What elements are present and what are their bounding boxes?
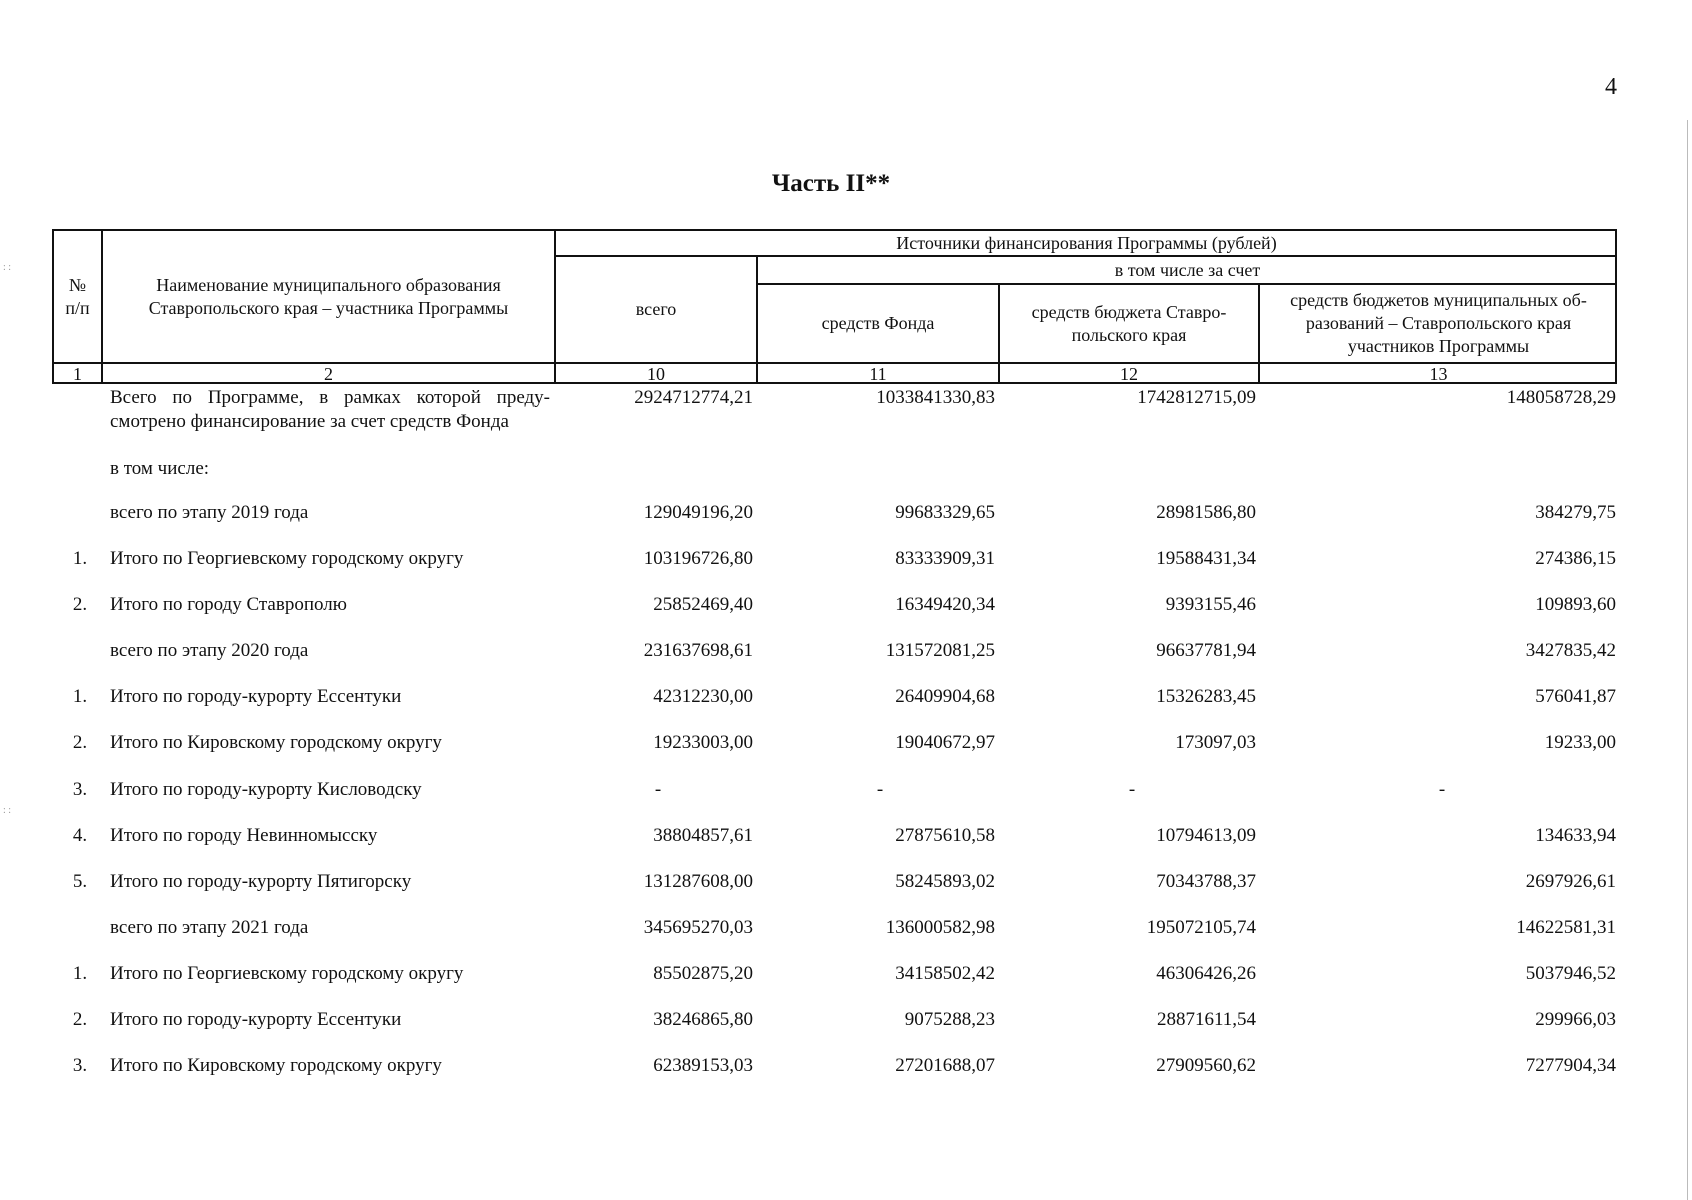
index-cell: 11 xyxy=(869,363,887,384)
header-number: № п/п xyxy=(65,274,90,318)
index-cell: 12 xyxy=(1120,363,1138,384)
header-including: в том числе за счет xyxy=(1114,259,1261,280)
index-cell: 13 xyxy=(1429,363,1448,384)
table-row: 1. Итого по городу-курорту Ессентуки 42312230,00 26409904,68 15326283,45 576041,87 xyxy=(72,686,1616,707)
table-row: 2. Итого по городу-курорту Ессентуки 38246865,80 9075288,23 28871611,54 299966,03 xyxy=(72,1009,1616,1030)
scan-artifact: : : xyxy=(3,805,12,816)
index-cell: 2 xyxy=(324,363,333,384)
table-row: 3. Итого по Кировскому городскому округу 62389153,03 27201688,07 27909560,62 7277904,34 xyxy=(72,1055,1616,1076)
table-row: 2. Итого по Кировскому городскому округу 19233003,00 19040672,97 173097,03 19233,00 xyxy=(72,732,1616,753)
header-region-budget: средств бюджета Ставро-польского края xyxy=(1031,301,1227,345)
scan-artifact: : : xyxy=(3,262,12,273)
table-row: 5. Итого по городу-курорту Пятигорску 131287608,00 58245893,02 70343788,37 2697926,61 xyxy=(72,871,1616,892)
document-title: Часть II** xyxy=(771,170,891,197)
table-row: 2. Итого по городу Ставрополю 25852469,40 16349420,34 9393155,46 109893,60 xyxy=(72,594,1616,615)
header-fund: средств Фонда xyxy=(821,313,935,333)
table-row: всего по этапу 2020 года 231637698,61 131572081,25 96637781,94 3427835,42 xyxy=(110,640,1616,661)
index-cell: 1 xyxy=(73,363,82,384)
table-row: всего по этапу 2019 года 129049196,20 99683329,65 28981586,80 384279,75 xyxy=(110,502,1616,523)
table-header xyxy=(52,229,1617,384)
index-cell: 10 xyxy=(647,363,665,384)
header-total: всего xyxy=(635,299,677,319)
table-row: 1. Итого по Георгиевскому городскому округу 103196726,80 83333909,31 19588431,34 274386,15 xyxy=(72,548,1616,569)
table-row: 4. Итого по городу Невинномысску 38804857,61 27875610,58 10794613,09 134633,94 xyxy=(72,825,1616,846)
table-row: 3. Итого по городу-курорту Кисловодску - - - - xyxy=(72,779,1446,800)
header-sources: Источники финансирования Программы (рублей) xyxy=(896,232,1277,253)
table-row: Всего по Программе, в рамках которой преду-смотрено финансирование за счет средств Фонда 2924712774,21 1033841330,83 1742812715,09 148058728,29 xyxy=(110,387,1616,432)
table-row: в том числе: xyxy=(110,458,210,479)
header-municipal-budget: средств бюджетов муниципальных об-разований – Ставропольского края участников Программы xyxy=(1290,290,1587,356)
page-number: 4 xyxy=(1605,74,1617,100)
table-row: 1. Итого по Георгиевскому городскому округу 85502875,20 34158502,42 46306426,26 5037946,52 xyxy=(72,963,1616,984)
table-row: всего по этапу 2021 года 345695270,03 136000582,98 195072105,74 14622581,31 xyxy=(110,917,1616,938)
header-name: Наименование муниципального образования Ставропольского края – участника Программы xyxy=(148,274,509,318)
